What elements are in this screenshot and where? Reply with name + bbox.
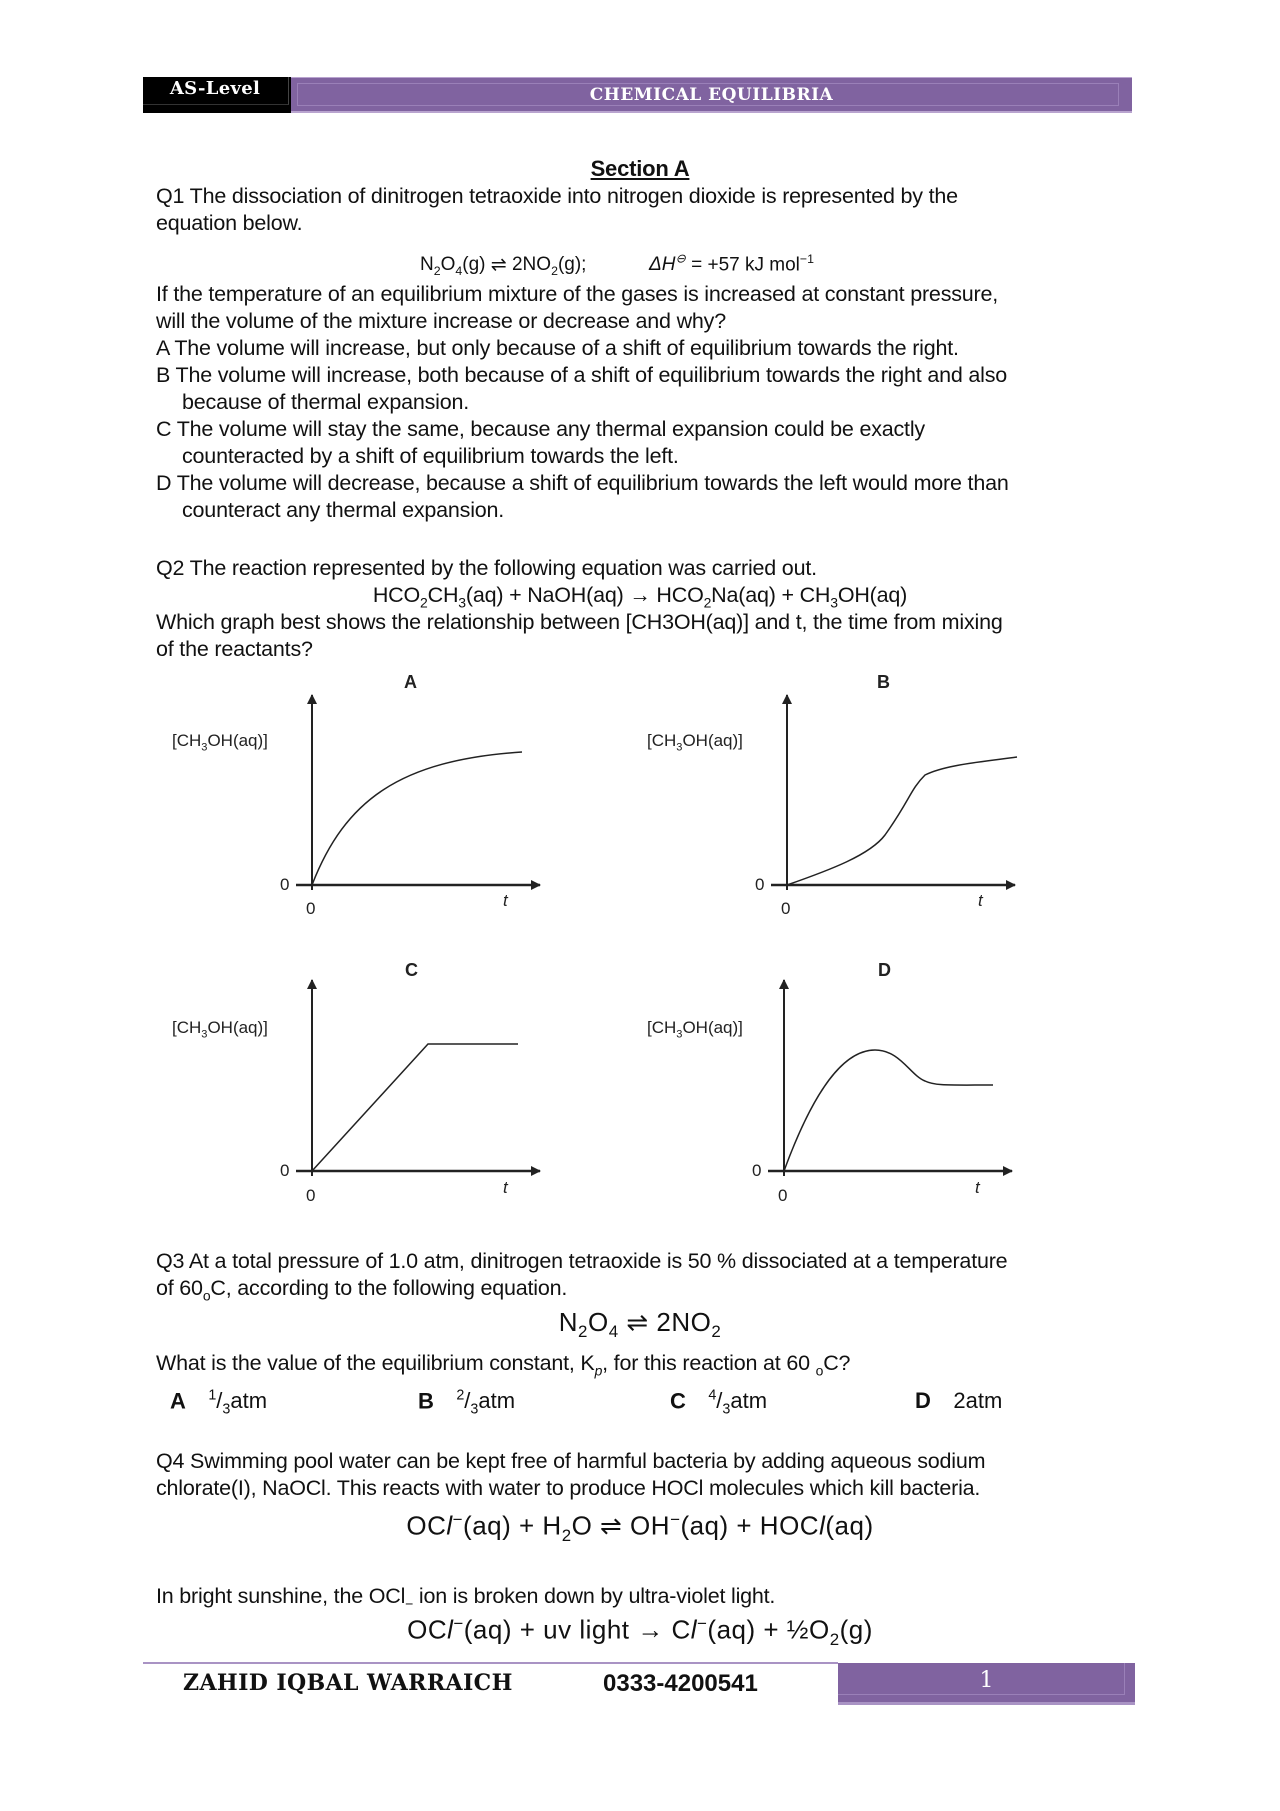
q3-stem-line1: Q3 At a total pressure of 1.0 atm, dinitrogen tetraoxide is 50 % dissociated at a temperature [156, 1249, 1008, 1273]
graph-b [771, 695, 1017, 890]
header-title: CHEMICAL EQUILIBRIA [589, 85, 834, 105]
q3-option-b: B $^2/_3atm$ [418, 1388, 516, 1418]
page-number: 1 [979, 1668, 994, 1693]
graph-c-ylabel: $[CH_3OH(aq)]$ [172, 1018, 268, 1041]
graph-a [296, 695, 540, 890]
q4-equation2: OCl−(aq) + uv light → $Cl^-(aq) + \frac{1}{2}O_2(g)$ [407, 1614, 873, 1649]
q1-option-b-cont: because of thermal expansion. [182, 390, 470, 414]
footer-author: ZAHID IQBAL WARRAICH [183, 1670, 513, 1696]
q1-dh-label: ΔH⊖ [649, 252, 686, 276]
footer-phone: 0333-4200541 [603, 1670, 758, 1697]
q1-option-a: A The volume will increase, but only because of a shift of equilibrium towards the right. [156, 336, 959, 360]
q2-stem: Q2 The reaction represented by the following equation was carried out. [156, 556, 817, 580]
graph-b-ylabel: $[CH_3OH(aq)]$ [647, 731, 743, 754]
q1-stem-line1: Q1 The dissociation of dinitrogen tetraoxide into nitrogen dioxide is represented by the [156, 184, 958, 208]
graph-d-xlabel: t [975, 1178, 980, 1197]
graph-b-title: B [877, 672, 890, 692]
graph-d-origin-y: 0 [752, 1161, 762, 1180]
graph-a-ylabel: $[CH_3OH(aq)]$ [172, 731, 268, 754]
q3-equation: $N_2O_4$ ⇌ $2NO_2$ [558, 1307, 722, 1342]
q2-question-line2: of the reactants? [156, 637, 313, 661]
q3-option-a: A $^1/_3atm$ [170, 1388, 268, 1418]
graph-a-xlabel: t [503, 891, 508, 910]
graph-c-origin-y: 0 [280, 1161, 290, 1180]
q1-option-c: C The volume will stay the same, because any thermal expansion could be exactly [156, 417, 925, 441]
graph-c-title: C [405, 960, 418, 980]
q4-equation1: $OCl^-(aq) + H_2O$ ⇌ OH−(aq) + HOCl(aq) [406, 1510, 874, 1545]
q2-equation: $HCO_2CH_3(aq)$ + NaOH(aq) → $HCO_2Na(aq) + CH_3OH(aq)$ [372, 583, 908, 611]
q4-stem-line2: chlorate(I), NaOCl. This reacts with water to produce HOCl molecules which kill bacteria. [156, 1476, 981, 1500]
graph-c-origin-x: 0 [306, 1186, 316, 1205]
q3-question: What is the value of the equilibrium constant, $K_p$, for this reaction at 60 $_o$C? [156, 1351, 851, 1379]
graph-b-origin-x: 0 [781, 899, 791, 918]
equilibrium-arrow-icon: ⇌ [626, 1307, 649, 1337]
q1-question-line2: will the volume of the mixture increase or decrease and why? [156, 309, 726, 333]
graph-b-origin-y: 0 [755, 875, 765, 894]
q1-equation: $N_2O_4(g)$ ⇌ $2NO_2(g)$; ΔH⊖ = +57 kJ mol$^{-1}$ [420, 252, 814, 279]
q3-stem-line2: of $60_oC$, according to the following equation. [156, 1276, 568, 1304]
q1-option-c-cont: counteracted by a shift of equilibrium towards the left. [182, 444, 679, 468]
equilibrium-arrow-icon: ⇌ [490, 254, 507, 276]
q3-option-c: C $^4/_3atm$ [670, 1388, 768, 1418]
q1-dh-value: = +57 kJ mol [691, 254, 800, 276]
graph-c [296, 980, 540, 1176]
q3-option-d: D 2atm [915, 1388, 1003, 1413]
footer-divider [143, 1662, 838, 1664]
q1-stem-line2: equation below. [156, 211, 303, 235]
q4-stem-line1: Q4 Swimming pool water can be kept free of harmful bacteria by adding aqueous sodium [156, 1449, 986, 1473]
q1-option-d-cont: counteract any thermal expansion. [182, 498, 505, 522]
q2-question-line1: Which graph best shows the relationship between [CH3OH(aq)] and t, the time from mixing [156, 610, 1003, 634]
footer-page-box [838, 1663, 1135, 1705]
q1-option-b: B The volume will increase, both because of a shift of equilibrium towards the right and also [156, 363, 1008, 387]
section-title: Section A [590, 156, 690, 181]
graph-a-origin-x: 0 [306, 899, 316, 918]
q4-sunshine-text: In bright sunshine, the OCl$_-$ ion is broken down by ultra-violet light. [156, 1584, 776, 1612]
header-level-label: AS-Level [169, 78, 261, 99]
graph-a-title: A [404, 672, 417, 692]
graph-a-origin-y: 0 [280, 875, 290, 894]
graph-c-xlabel: t [503, 1178, 508, 1197]
graph-d [768, 980, 1012, 1176]
graph-b-xlabel: t [978, 891, 983, 910]
q1-option-d: D The volume will decrease, because a shift of equilibrium towards the left would more than [156, 471, 1009, 495]
graph-d-ylabel: $[CH_3OH(aq)]$ [647, 1018, 743, 1041]
graph-d-title: D [878, 960, 891, 980]
q1-question-line1: If the temperature of an equilibrium mixture of the gases is increased at constant pressure, [156, 282, 999, 306]
graph-d-origin-x: 0 [778, 1186, 788, 1205]
